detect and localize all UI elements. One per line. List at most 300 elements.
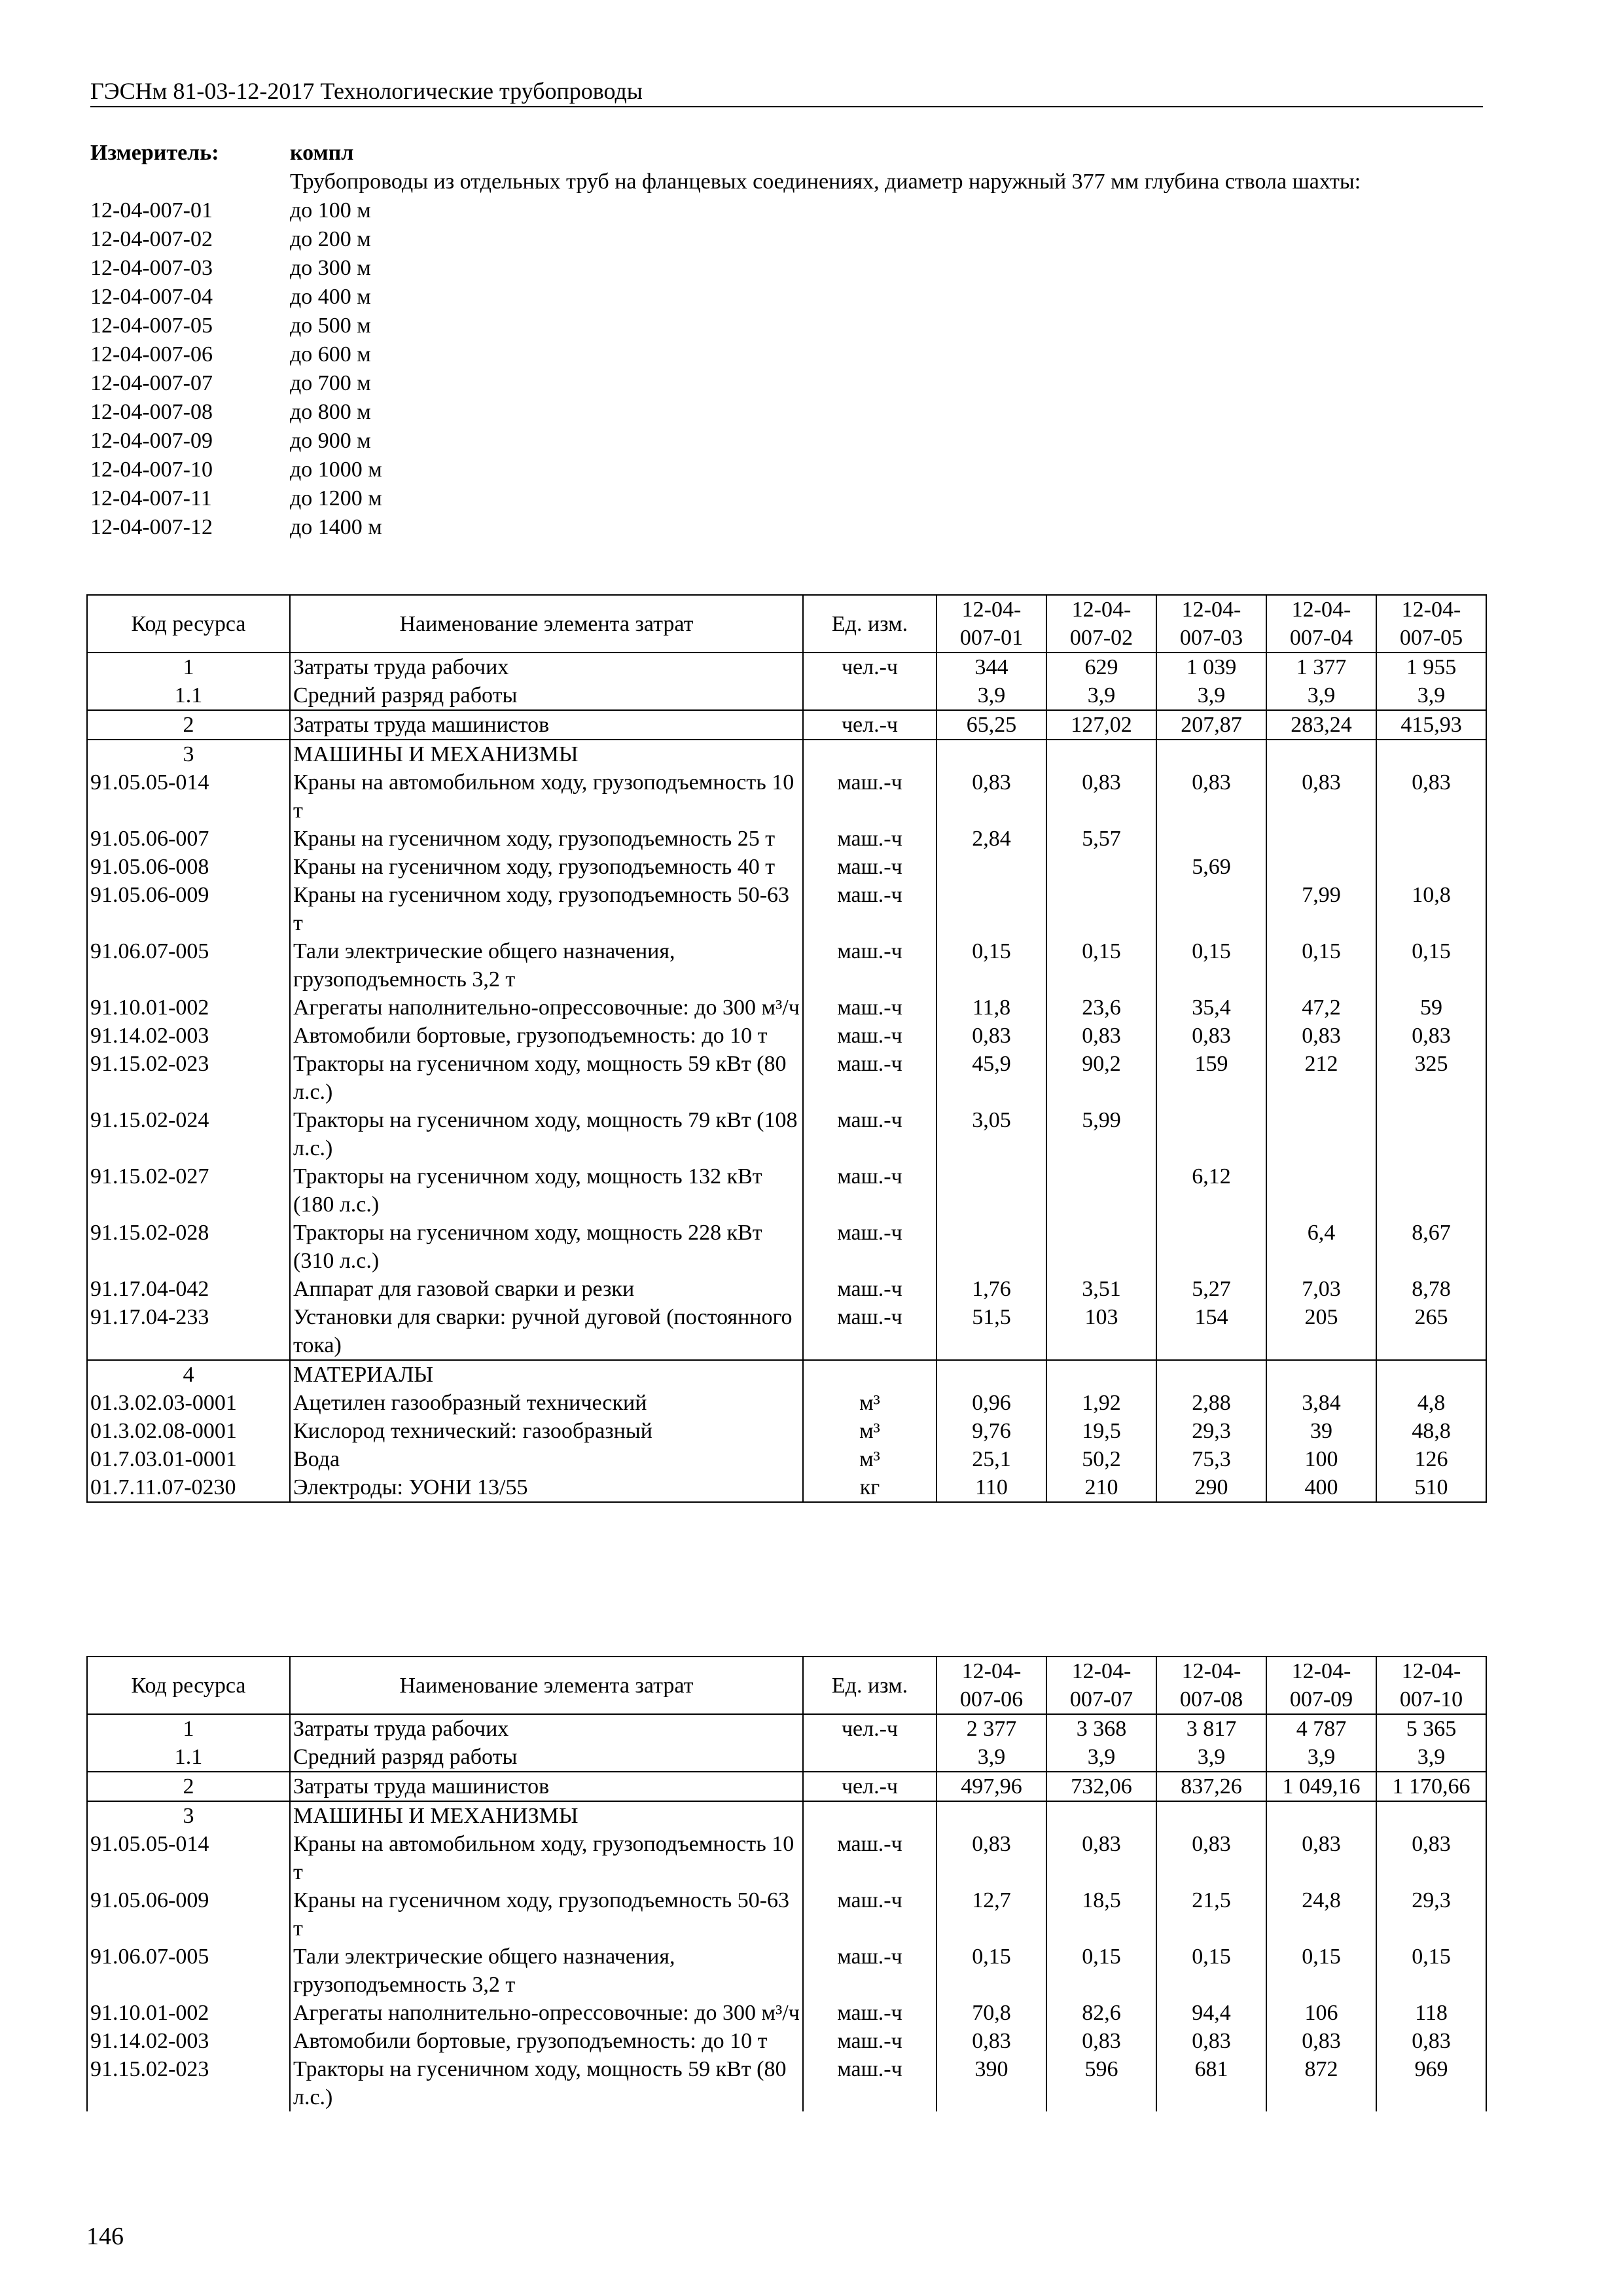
intro-item-text: до 1000 м xyxy=(290,457,382,482)
value-cell: 12,7 xyxy=(936,1886,1046,1943)
norms-table-1 xyxy=(86,594,1487,1503)
intro-item xyxy=(90,484,1483,513)
unit-label: Измеритель: xyxy=(90,141,219,165)
value-cell: 5,27 xyxy=(1156,1275,1266,1303)
value-cell xyxy=(936,881,1046,937)
header-name: Наименование элемента затрат xyxy=(290,1657,803,1714)
value-cell: 0,83 xyxy=(1266,768,1376,825)
value-cell: 3 817 xyxy=(1156,1714,1266,1743)
intro-item-text: до 1400 м xyxy=(290,515,382,539)
value-cell: 0,83 xyxy=(1156,1022,1266,1050)
value-cell: 29,3 xyxy=(1376,1886,1486,1943)
table-row xyxy=(87,1772,1486,1801)
header-col: 12-04- 007-01 xyxy=(936,595,1046,653)
unit-of-measure xyxy=(803,740,936,768)
header-col: 12-04- 007-05 xyxy=(1376,595,1486,653)
resource-code: 1.1 xyxy=(87,1743,290,1772)
value-cell: 21,5 xyxy=(1156,1886,1266,1943)
value-cell xyxy=(1376,1162,1486,1219)
value-cell: 1 170,66 xyxy=(1376,1772,1486,1801)
header-col: 12-04- 007-02 xyxy=(1046,595,1156,653)
value-cell xyxy=(1376,825,1486,853)
value-cell: 5 365 xyxy=(1376,1714,1486,1743)
header-col: 12-04- 007-09 xyxy=(1266,1657,1376,1714)
value-cell xyxy=(1156,825,1266,853)
value-cell: 7,99 xyxy=(1266,881,1376,937)
table-row xyxy=(87,825,1486,853)
value-cell: 3,05 xyxy=(936,1106,1046,1162)
value-cell: 4,8 xyxy=(1376,1389,1486,1417)
cost-element-name: Аппарат для газовой сварки и резки xyxy=(290,1275,803,1303)
value-cell xyxy=(936,740,1046,768)
value-cell: 110 xyxy=(936,1473,1046,1502)
cost-element-name: Затраты труда машинистов xyxy=(290,1772,803,1801)
unit-of-measure: маш.-ч xyxy=(803,1999,936,2027)
table-row xyxy=(87,1943,1486,1999)
resource-code: 91.05.06-009 xyxy=(87,881,290,937)
unit-of-measure xyxy=(803,1360,936,1389)
value-cell: 94,4 xyxy=(1156,1999,1266,2027)
intro-item-code: 12-04-007-05 xyxy=(90,314,213,338)
value-cell: 4 787 xyxy=(1266,1714,1376,1743)
cost-element-name: Краны на автомобильном ходу, грузоподъемность 10 т xyxy=(290,768,803,825)
value-cell xyxy=(1266,740,1376,768)
value-cell: 3,51 xyxy=(1046,1275,1156,1303)
table-row xyxy=(87,710,1486,740)
value-cell: 1,92 xyxy=(1046,1389,1156,1417)
intro-item xyxy=(90,254,1483,283)
table-row xyxy=(87,1022,1486,1050)
value-cell: 0,15 xyxy=(936,1943,1046,1999)
intro-item-code: 12-04-007-02 xyxy=(90,227,213,251)
unit-of-measure: чел.-ч xyxy=(803,1714,936,1743)
resource-code: 91.15.02-024 xyxy=(87,1106,290,1162)
value-cell: 100 xyxy=(1266,1445,1376,1473)
value-cell: 283,24 xyxy=(1266,710,1376,740)
value-cell: 0,83 xyxy=(936,2027,1046,2055)
value-cell: 59 xyxy=(1376,994,1486,1022)
value-cell xyxy=(1156,1106,1266,1162)
value-cell: 8,78 xyxy=(1376,1275,1486,1303)
value-cell: 154 xyxy=(1156,1303,1266,1360)
table-row xyxy=(87,740,1486,768)
value-cell: 2,84 xyxy=(936,825,1046,853)
value-cell: 6,4 xyxy=(1266,1219,1376,1275)
value-cell xyxy=(1266,853,1376,881)
value-cell: 0,83 xyxy=(1376,1022,1486,1050)
cost-element-name: МАТЕРИАЛЫ xyxy=(290,1360,803,1389)
value-cell: 90,2 xyxy=(1046,1050,1156,1106)
table-row xyxy=(87,1162,1486,1219)
value-cell: 596 xyxy=(1046,2055,1156,2111)
value-cell: 47,2 xyxy=(1266,994,1376,1022)
intro-item-code: 12-04-007-01 xyxy=(90,198,213,223)
cost-element-name: МАШИНЫ И МЕХАНИЗМЫ xyxy=(290,740,803,768)
unit-of-measure: маш.-ч xyxy=(803,2027,936,2055)
value-cell: 5,69 xyxy=(1156,853,1266,881)
unit-of-measure xyxy=(803,1801,936,1830)
unit-of-measure xyxy=(803,681,936,710)
intro-item xyxy=(90,312,1483,340)
value-cell: 39 xyxy=(1266,1417,1376,1445)
value-cell: 1,76 xyxy=(936,1275,1046,1303)
cost-element-name: Тали электрические общего назначения, грузоподъемность 3,2 т xyxy=(290,937,803,994)
value-cell: 3,9 xyxy=(1266,681,1376,710)
cost-element-name: Электроды: УОНИ 13/55 xyxy=(290,1473,803,1502)
resource-code: 2 xyxy=(87,1772,290,1801)
value-cell xyxy=(1266,1360,1376,1389)
value-cell xyxy=(1156,1219,1266,1275)
value-cell: 0,83 xyxy=(1266,2027,1376,2055)
unit-of-measure: маш.-ч xyxy=(803,1106,936,1162)
cost-element-name: Автомобили бортовые, грузоподъемность: до 10 т xyxy=(290,2027,803,2055)
unit-value: компл xyxy=(290,141,354,165)
table-1-header-row xyxy=(87,595,1486,653)
unit-of-measure: маш.-ч xyxy=(803,853,936,881)
table-row xyxy=(87,681,1486,710)
value-cell: 3 368 xyxy=(1046,1714,1156,1743)
value-cell: 210 xyxy=(1046,1473,1156,1502)
value-cell: 9,76 xyxy=(936,1417,1046,1445)
value-cell: 0,15 xyxy=(1046,937,1156,994)
value-cell: 3,9 xyxy=(1376,1743,1486,1772)
value-cell: 325 xyxy=(1376,1050,1486,1106)
resource-code: 01.3.02.08-0001 xyxy=(87,1417,290,1445)
resource-code: 91.05.05-014 xyxy=(87,768,290,825)
value-cell: 3,9 xyxy=(1046,681,1156,710)
header-col: 12-04- 007-03 xyxy=(1156,595,1266,653)
resource-code: 91.17.04-233 xyxy=(87,1303,290,1360)
value-cell: 103 xyxy=(1046,1303,1156,1360)
value-cell xyxy=(1376,853,1486,881)
value-cell: 25,1 xyxy=(936,1445,1046,1473)
cost-element-name: Тракторы на гусеничном ходу, мощность 228 кВт (310 л.с.) xyxy=(290,1219,803,1275)
resource-code: 91.05.06-008 xyxy=(87,853,290,881)
unit-row xyxy=(90,139,1483,168)
intro-item xyxy=(90,283,1483,312)
value-cell: 0,83 xyxy=(1046,2027,1156,2055)
intro-item-text: до 600 м xyxy=(290,342,371,367)
value-cell xyxy=(936,1162,1046,1219)
value-cell xyxy=(1266,1106,1376,1162)
resource-code: 1.1 xyxy=(87,681,290,710)
cost-element-name: МАШИНЫ И МЕХАНИЗМЫ xyxy=(290,1801,803,1830)
value-cell: 207,87 xyxy=(1156,710,1266,740)
description-row xyxy=(90,168,1483,196)
value-cell: 837,26 xyxy=(1156,1772,1266,1801)
value-cell: 0,15 xyxy=(1376,937,1486,994)
table-row xyxy=(87,1743,1486,1772)
intro-item-text: до 700 м xyxy=(290,371,371,395)
value-cell: 0,15 xyxy=(1156,1943,1266,1999)
value-cell xyxy=(1156,1360,1266,1389)
intro-block xyxy=(90,139,1483,542)
value-cell: 5,57 xyxy=(1046,825,1156,853)
cost-element-name: Краны на гусеничном ходу, грузоподъемность 50-63 т xyxy=(290,881,803,937)
value-cell xyxy=(936,1219,1046,1275)
unit-of-measure: маш.-ч xyxy=(803,1275,936,1303)
header-name: Наименование элемента затрат xyxy=(290,595,803,653)
cost-element-name: Краны на автомобильном ходу, грузоподъемность 10 т xyxy=(290,1830,803,1886)
value-cell: 0,83 xyxy=(1376,1830,1486,1886)
table-row xyxy=(87,1389,1486,1417)
unit-of-measure: маш.-ч xyxy=(803,994,936,1022)
value-cell: 872 xyxy=(1266,2055,1376,2111)
cost-element-name: Агрегаты наполнительно-опрессовочные: до 300 м³/ч xyxy=(290,994,803,1022)
value-cell: 18,5 xyxy=(1046,1886,1156,1943)
resource-code: 91.15.02-023 xyxy=(87,2055,290,2111)
resource-code: 91.05.06-007 xyxy=(87,825,290,853)
table-row xyxy=(87,1275,1486,1303)
value-cell: 0,96 xyxy=(936,1389,1046,1417)
cost-element-name: Кислород технический: газообразный xyxy=(290,1417,803,1445)
unit-of-measure: маш.-ч xyxy=(803,1050,936,1106)
value-cell: 2,88 xyxy=(1156,1389,1266,1417)
unit-of-measure: м³ xyxy=(803,1417,936,1445)
resource-code: 3 xyxy=(87,740,290,768)
header-unit: Ед. изм. xyxy=(803,1657,936,1714)
value-cell: 0,15 xyxy=(1376,1943,1486,1999)
value-cell: 19,5 xyxy=(1046,1417,1156,1445)
header-col: 12-04- 007-08 xyxy=(1156,1657,1266,1714)
value-cell: 510 xyxy=(1376,1473,1486,1502)
value-cell: 24,8 xyxy=(1266,1886,1376,1943)
resource-code: 1 xyxy=(87,1714,290,1743)
value-cell: 3,9 xyxy=(1156,681,1266,710)
intro-description: Трубопроводы из отдельных труб на фланцевых соединениях, диаметр наружный 377 мм глубина ствола шахты: xyxy=(290,170,1361,194)
value-cell: 126 xyxy=(1376,1445,1486,1473)
cost-element-name: Тали электрические общего назначения, грузоподъемность 3,2 т xyxy=(290,1943,803,1999)
resource-code: 91.15.02-027 xyxy=(87,1162,290,1219)
cost-element-name: Затраты труда рабочих xyxy=(290,653,803,681)
header-col: 12-04- 007-07 xyxy=(1046,1657,1156,1714)
value-cell: 212 xyxy=(1266,1050,1376,1106)
value-cell: 390 xyxy=(936,2055,1046,2111)
header-col: 12-04- 007-10 xyxy=(1376,1657,1486,1714)
value-cell: 127,02 xyxy=(1046,710,1156,740)
value-cell: 0,83 xyxy=(936,1830,1046,1886)
value-cell: 159 xyxy=(1156,1050,1266,1106)
value-cell: 0,83 xyxy=(1156,1830,1266,1886)
resource-code: 91.10.01-002 xyxy=(87,994,290,1022)
value-cell: 106 xyxy=(1266,1999,1376,2027)
cost-element-name: Тракторы на гусеничном ходу, мощность 59 кВт (80 л.с.) xyxy=(290,2055,803,2111)
value-cell: 681 xyxy=(1156,2055,1266,2111)
resource-code: 01.7.03.01-0001 xyxy=(87,1445,290,1473)
table-row xyxy=(87,1303,1486,1360)
intro-item xyxy=(90,398,1483,427)
value-cell xyxy=(1046,1219,1156,1275)
header-code: Код ресурса xyxy=(87,595,290,653)
resource-code: 01.3.02.03-0001 xyxy=(87,1389,290,1417)
table-row xyxy=(87,1417,1486,1445)
intro-item-code: 12-04-007-10 xyxy=(90,457,213,482)
value-cell: 0,15 xyxy=(1046,1943,1156,1999)
value-cell xyxy=(936,853,1046,881)
cost-element-name: Краны на гусеничном ходу, грузоподъемность 25 т xyxy=(290,825,803,853)
header-unit: Ед. изм. xyxy=(803,595,936,653)
table-row xyxy=(87,853,1486,881)
unit-of-measure: маш.-ч xyxy=(803,1022,936,1050)
value-cell: 0,15 xyxy=(1266,937,1376,994)
unit-of-measure: м³ xyxy=(803,1445,936,1473)
cost-element-name: Средний разряд работы xyxy=(290,1743,803,1772)
table-row xyxy=(87,1714,1486,1743)
value-cell: 48,8 xyxy=(1376,1417,1486,1445)
value-cell: 290 xyxy=(1156,1473,1266,1502)
value-cell xyxy=(1156,1801,1266,1830)
unit-of-measure: маш.-ч xyxy=(803,1886,936,1943)
cost-element-name: Тракторы на гусеничном ходу, мощность 132 кВт (180 л.с.) xyxy=(290,1162,803,1219)
resource-code: 1 xyxy=(87,653,290,681)
intro-item-code: 12-04-007-09 xyxy=(90,429,213,453)
table-row xyxy=(87,768,1486,825)
intro-item-text: до 1200 м xyxy=(290,486,382,511)
cost-element-name: Затраты труда рабочих xyxy=(290,1714,803,1743)
value-cell: 629 xyxy=(1046,653,1156,681)
value-cell xyxy=(936,1801,1046,1830)
table-2-header-row xyxy=(87,1657,1486,1714)
resource-code: 91.17.04-042 xyxy=(87,1275,290,1303)
value-cell: 400 xyxy=(1266,1473,1376,1502)
cost-element-name: Установки для сварки: ручной дуговой (постоянного тока) xyxy=(290,1303,803,1360)
table-row xyxy=(87,1801,1486,1830)
value-cell: 0,83 xyxy=(1046,768,1156,825)
value-cell: 45,9 xyxy=(936,1050,1046,1106)
unit-of-measure: маш.-ч xyxy=(803,1830,936,1886)
cost-element-name: Автомобили бортовые, грузоподъемность: до 10 т xyxy=(290,1022,803,1050)
table-row xyxy=(87,1360,1486,1389)
cost-element-name: Затраты труда машинистов xyxy=(290,710,803,740)
value-cell: 1 049,16 xyxy=(1266,1772,1376,1801)
table-row xyxy=(87,1445,1486,1473)
value-cell: 1 955 xyxy=(1376,653,1486,681)
value-cell: 0,83 xyxy=(1156,2027,1266,2055)
resource-code: 91.10.01-002 xyxy=(87,1999,290,2027)
resource-code: 91.15.02-023 xyxy=(87,1050,290,1106)
intro-item-text: до 400 м xyxy=(290,285,371,309)
value-cell: 5,99 xyxy=(1046,1106,1156,1162)
intro-item xyxy=(90,427,1483,456)
cost-element-name: Краны на гусеничном ходу, грузоподъемность 50-63 т xyxy=(290,1886,803,1943)
value-cell xyxy=(1046,881,1156,937)
value-cell: 3,9 xyxy=(1156,1743,1266,1772)
resource-code: 91.05.06-009 xyxy=(87,1886,290,1943)
value-cell xyxy=(1376,1360,1486,1389)
value-cell: 0,83 xyxy=(1266,1022,1376,1050)
unit-of-measure: м³ xyxy=(803,1389,936,1417)
resource-code: 91.15.02-028 xyxy=(87,1219,290,1275)
value-cell: 8,67 xyxy=(1376,1219,1486,1275)
value-cell xyxy=(1266,825,1376,853)
intro-item-code: 12-04-007-08 xyxy=(90,400,213,424)
header-col: 12-04- 007-06 xyxy=(936,1657,1046,1714)
resource-code: 91.06.07-005 xyxy=(87,1943,290,1999)
cost-element-name: Средний разряд работы xyxy=(290,681,803,710)
value-cell xyxy=(1376,1801,1486,1830)
cost-element-name: Ацетилен газообразный технический xyxy=(290,1389,803,1417)
intro-item-code: 12-04-007-11 xyxy=(90,486,212,511)
value-cell: 969 xyxy=(1376,2055,1486,2111)
unit-of-measure: маш.-ч xyxy=(803,1219,936,1275)
resource-code: 3 xyxy=(87,1801,290,1830)
intro-item xyxy=(90,369,1483,398)
intro-item xyxy=(90,225,1483,254)
value-cell: 0,83 xyxy=(1156,768,1266,825)
unit-of-measure: маш.-ч xyxy=(803,768,936,825)
unit-of-measure: маш.-ч xyxy=(803,1303,936,1360)
value-cell: 2 377 xyxy=(936,1714,1046,1743)
value-cell xyxy=(1046,1360,1156,1389)
value-cell: 0,83 xyxy=(1266,1830,1376,1886)
intro-item-code: 12-04-007-06 xyxy=(90,342,213,367)
table-row xyxy=(87,937,1486,994)
unit-of-measure: чел.-ч xyxy=(803,653,936,681)
value-cell: 3,9 xyxy=(1376,681,1486,710)
value-cell: 23,6 xyxy=(1046,994,1156,1022)
value-cell: 205 xyxy=(1266,1303,1376,1360)
header-col: 12-04- 007-04 xyxy=(1266,595,1376,653)
intro-item-code: 12-04-007-12 xyxy=(90,515,213,539)
value-cell: 65,25 xyxy=(936,710,1046,740)
value-cell: 344 xyxy=(936,653,1046,681)
unit-of-measure: маш.-ч xyxy=(803,937,936,994)
value-cell: 1 377 xyxy=(1266,653,1376,681)
value-cell: 732,06 xyxy=(1046,1772,1156,1801)
value-cell: 3,9 xyxy=(1266,1743,1376,1772)
intro-item xyxy=(90,513,1483,542)
table-row xyxy=(87,1050,1486,1106)
unit-of-measure: маш.-ч xyxy=(803,1162,936,1219)
value-cell: 0,83 xyxy=(1376,768,1486,825)
value-cell: 50,2 xyxy=(1046,1445,1156,1473)
value-cell: 0,83 xyxy=(1046,1830,1156,1886)
value-cell: 3,9 xyxy=(936,681,1046,710)
intro-item-text: до 200 м xyxy=(290,227,371,251)
resource-code: 91.05.05-014 xyxy=(87,1830,290,1886)
table-row xyxy=(87,2027,1486,2055)
value-cell: 497,96 xyxy=(936,1772,1046,1801)
cost-element-name: Тракторы на гусеничном ходу, мощность 79 кВт (108 л.с.) xyxy=(290,1106,803,1162)
value-cell: 118 xyxy=(1376,1999,1486,2027)
value-cell: 0,15 xyxy=(1266,1943,1376,1999)
value-cell: 0,83 xyxy=(1046,1022,1156,1050)
table-row xyxy=(87,653,1486,681)
resource-code: 01.7.11.07-0230 xyxy=(87,1473,290,1502)
intro-item-text: до 900 м xyxy=(290,429,371,453)
value-cell xyxy=(936,1360,1046,1389)
value-cell: 75,3 xyxy=(1156,1445,1266,1473)
resource-code: 91.14.02-003 xyxy=(87,2027,290,2055)
cost-element-name: Вода xyxy=(290,1445,803,1473)
norms-table-2 xyxy=(86,1656,1487,2111)
value-cell xyxy=(1266,1162,1376,1219)
value-cell: 3,84 xyxy=(1266,1389,1376,1417)
intro-item-text: до 500 м xyxy=(290,314,371,338)
cost-element-name: Агрегаты наполнительно-опрессовочные: до 300 м³/ч xyxy=(290,1999,803,2027)
value-cell xyxy=(1046,740,1156,768)
value-cell: 3,9 xyxy=(1046,1743,1156,1772)
value-cell: 29,3 xyxy=(1156,1417,1266,1445)
unit-of-measure: кг xyxy=(803,1473,936,1502)
value-cell xyxy=(1046,1162,1156,1219)
unit-of-measure: маш.-ч xyxy=(803,1943,936,1999)
value-cell xyxy=(1046,1801,1156,1830)
cost-element-name: Тракторы на гусеничном ходу, мощность 59 кВт (80 л.с.) xyxy=(290,1050,803,1106)
resource-code: 2 xyxy=(87,710,290,740)
table-row xyxy=(87,1219,1486,1275)
unit-of-measure xyxy=(803,1743,936,1772)
